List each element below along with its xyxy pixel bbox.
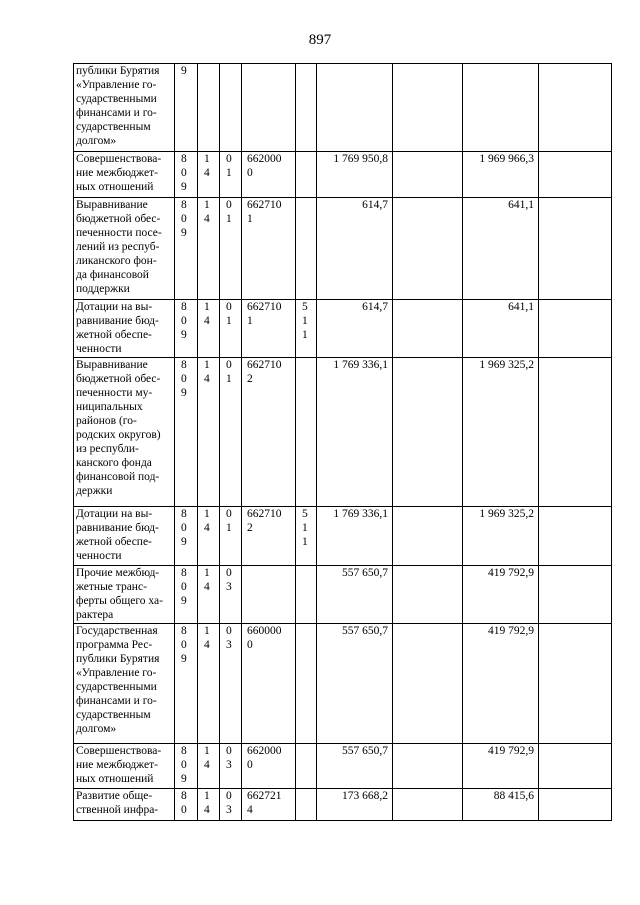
amount-year-2 bbox=[463, 64, 539, 152]
row-name: Совершенствова- ние межбюджет- ных отношений bbox=[74, 744, 175, 789]
row-name: Государственная программа Рес- публики Бурятия «Управление го- сударственными финансами и го- сударственным долгом» bbox=[74, 624, 175, 744]
empty-cell bbox=[539, 152, 612, 198]
amount-year-2: 419 792,9 bbox=[463, 744, 539, 789]
amount-year-1: 173 668,2 bbox=[317, 789, 393, 821]
empty-cell bbox=[539, 358, 612, 507]
empty-cell bbox=[539, 789, 612, 821]
table-row bbox=[74, 624, 612, 744]
code-expense-type bbox=[296, 789, 317, 821]
row-name: Развитие обще- ственной инфра- bbox=[74, 789, 175, 821]
code-expense-type bbox=[296, 624, 317, 744]
row-name: Дотации на вы- равнивание бюд- жетной обеспе- ченности bbox=[74, 507, 175, 566]
code-expense-type bbox=[296, 152, 317, 198]
code-ministry: 8 0 9 bbox=[175, 300, 198, 358]
code-section: 1 4 bbox=[198, 507, 220, 566]
empty-cell bbox=[393, 744, 463, 789]
code-ministry: 8 0 9 bbox=[175, 566, 198, 624]
empty-cell bbox=[539, 507, 612, 566]
page-number: 897 bbox=[308, 32, 332, 48]
code-section: 1 4 bbox=[198, 744, 220, 789]
empty-cell bbox=[539, 198, 612, 300]
empty-cell bbox=[393, 789, 463, 821]
table-row bbox=[74, 152, 612, 198]
code-subsection bbox=[220, 64, 242, 152]
row-name: Дотации на вы- равнивание бюд- жетной обеспе- ченности bbox=[74, 300, 175, 358]
code-section bbox=[198, 64, 220, 152]
code-section: 1 4 bbox=[198, 300, 220, 358]
amount-year-2: 641,1 bbox=[463, 198, 539, 300]
amount-year-1: 557 650,7 bbox=[317, 624, 393, 744]
amount-year-2: 88 415,6 bbox=[463, 789, 539, 821]
amount-year-2: 1 969 325,2 bbox=[463, 507, 539, 566]
table-row bbox=[74, 300, 612, 358]
amount-year-1: 614,7 bbox=[317, 198, 393, 300]
code-ministry: 8 0 9 bbox=[175, 744, 198, 789]
code-expense-type: 5 1 1 bbox=[296, 507, 317, 566]
row-name: публики Бурятия «Управление го- сударственными финансами и го- сударственным долгом» bbox=[74, 64, 175, 152]
code-ministry: 8 0 9 bbox=[175, 507, 198, 566]
table-row bbox=[74, 744, 612, 789]
code-section: 1 4 bbox=[198, 358, 220, 507]
code-ministry: 8 0 9 bbox=[175, 152, 198, 198]
budget-table bbox=[73, 63, 612, 821]
code-target: 660000 0 bbox=[242, 624, 296, 744]
empty-cell bbox=[393, 152, 463, 198]
empty-cell bbox=[539, 300, 612, 358]
row-name: Совершенствова- ние межбюджет- ных отношений bbox=[74, 152, 175, 198]
code-subsection: 0 3 bbox=[220, 566, 242, 624]
code-subsection: 0 3 bbox=[220, 789, 242, 821]
amount-year-2: 419 792,9 bbox=[463, 624, 539, 744]
amount-year-1: 1 769 336,1 bbox=[317, 358, 393, 507]
code-subsection: 0 1 bbox=[220, 198, 242, 300]
code-target: 662710 1 bbox=[242, 198, 296, 300]
empty-cell bbox=[393, 624, 463, 744]
code-expense-type bbox=[296, 358, 317, 507]
table-row bbox=[74, 789, 612, 821]
code-ministry: 8 0 9 bbox=[175, 198, 198, 300]
code-target: 662721 4 bbox=[242, 789, 296, 821]
empty-cell bbox=[393, 300, 463, 358]
amount-year-1: 557 650,7 bbox=[317, 566, 393, 624]
code-target: 662710 1 bbox=[242, 300, 296, 358]
code-section: 1 4 bbox=[198, 789, 220, 821]
table-row bbox=[74, 64, 612, 152]
table-row bbox=[74, 566, 612, 624]
code-target bbox=[242, 64, 296, 152]
code-expense-type: 5 1 1 bbox=[296, 300, 317, 358]
amount-year-1: 614,7 bbox=[317, 300, 393, 358]
code-ministry: 8 0 9 bbox=[175, 358, 198, 507]
code-section: 1 4 bbox=[198, 624, 220, 744]
code-ministry: 8 0 9 bbox=[175, 624, 198, 744]
empty-cell bbox=[393, 507, 463, 566]
amount-year-1: 557 650,7 bbox=[317, 744, 393, 789]
code-target: 662710 2 bbox=[242, 507, 296, 566]
code-target: 662710 2 bbox=[242, 358, 296, 507]
code-target: 662000 0 bbox=[242, 744, 296, 789]
empty-cell bbox=[393, 198, 463, 300]
code-subsection: 0 1 bbox=[220, 507, 242, 566]
row-name: Выравнивание бюджетной обес- печенности му- ниципальных районов (го- родских округов) из республи- канского фонда финансовой под- держки bbox=[74, 358, 175, 507]
empty-cell bbox=[393, 64, 463, 152]
code-section: 1 4 bbox=[198, 152, 220, 198]
code-target: 662000 0 bbox=[242, 152, 296, 198]
empty-cell bbox=[539, 566, 612, 624]
row-name: Выравнивание бюджетной обес- печенности посе- лений из респуб- ликанского фон- да финансовой поддержки bbox=[74, 198, 175, 300]
code-target bbox=[242, 566, 296, 624]
code-expense-type bbox=[296, 64, 317, 152]
amount-year-2: 1 969 966,3 bbox=[463, 152, 539, 198]
empty-cell bbox=[393, 358, 463, 507]
empty-cell bbox=[539, 64, 612, 152]
amount-year-1: 1 769 336,1 bbox=[317, 507, 393, 566]
table-row bbox=[74, 358, 612, 507]
code-section: 1 4 bbox=[198, 198, 220, 300]
amount-year-2: 641,1 bbox=[463, 300, 539, 358]
table-row bbox=[74, 198, 612, 300]
code-subsection: 0 1 bbox=[220, 358, 242, 507]
code-ministry: 9 bbox=[175, 64, 198, 152]
code-subsection: 0 1 bbox=[220, 300, 242, 358]
code-subsection: 0 1 bbox=[220, 152, 242, 198]
empty-cell bbox=[539, 624, 612, 744]
empty-cell bbox=[539, 744, 612, 789]
code-expense-type bbox=[296, 198, 317, 300]
amount-year-1: 1 769 950,8 bbox=[317, 152, 393, 198]
code-subsection: 0 3 bbox=[220, 624, 242, 744]
table-row bbox=[74, 507, 612, 566]
code-expense-type bbox=[296, 744, 317, 789]
amount-year-2: 1 969 325,2 bbox=[463, 358, 539, 507]
row-name: Прочие межбюд- жетные транс- ферты общего ха- рактера bbox=[74, 566, 175, 624]
amount-year-2: 419 792,9 bbox=[463, 566, 539, 624]
code-section: 1 4 bbox=[198, 566, 220, 624]
code-expense-type bbox=[296, 566, 317, 624]
amount-year-1 bbox=[317, 64, 393, 152]
code-subsection: 0 3 bbox=[220, 744, 242, 789]
code-ministry: 8 0 bbox=[175, 789, 198, 821]
empty-cell bbox=[393, 566, 463, 624]
